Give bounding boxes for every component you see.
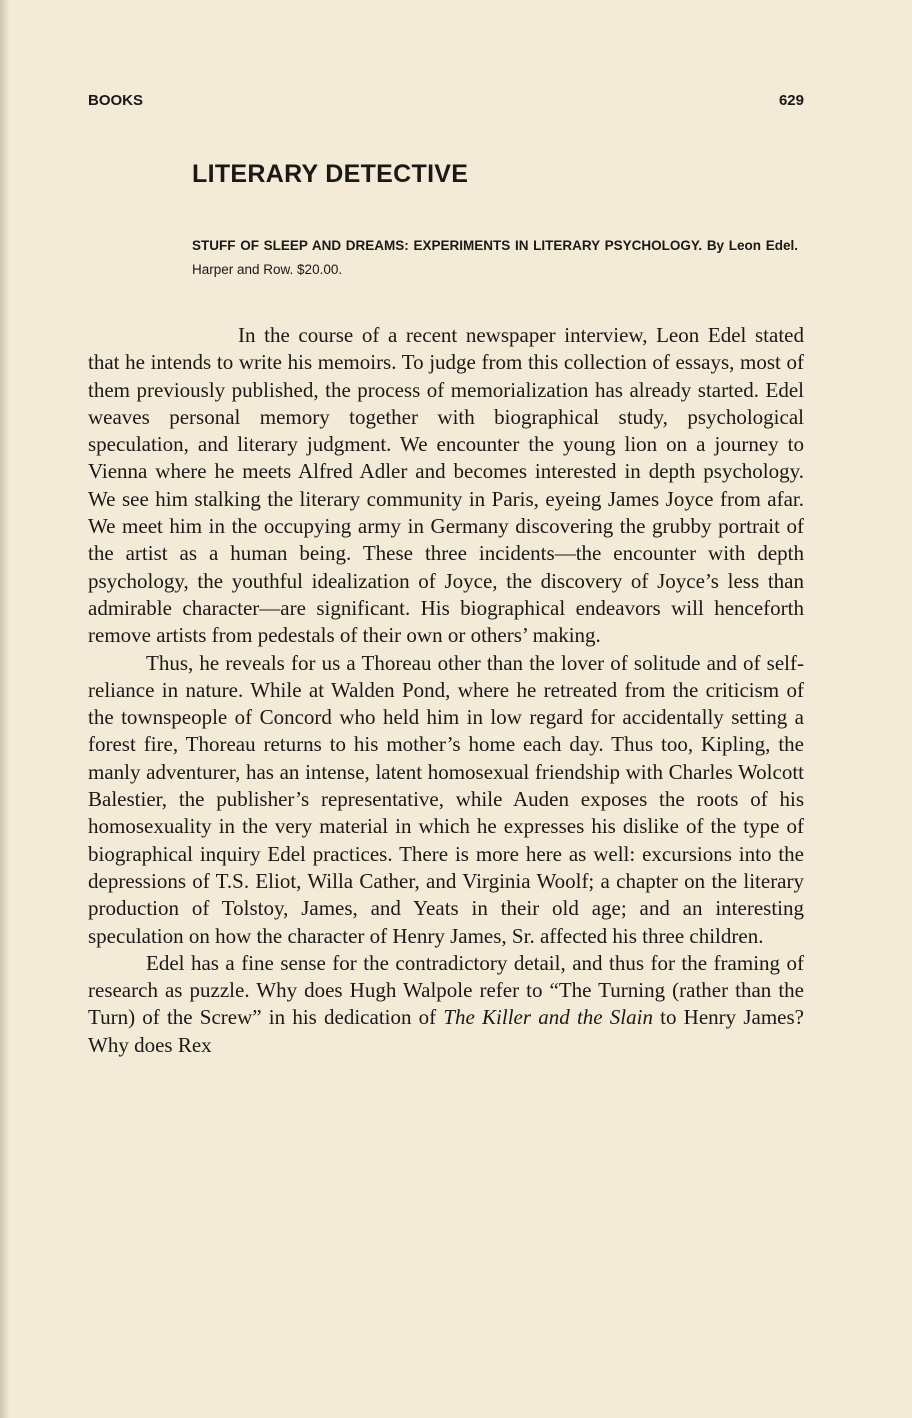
book-page	[88, 0, 804, 1418]
book-citation	[192, 234, 798, 282]
cited-publisher-price: Harper and Row. $20.00.	[192, 262, 343, 277]
paragraph-3-text-after: to Henry James? Why does Rex	[88, 1005, 804, 1057]
body-paragraph-2: Thus, he reveals for us a Thoreau other than the lover of solitude and of self-reliance in nature. While at Walden Pond, where he retreated from the criticism of the townspeople of Concord who held him in low regard for accidentally setting a forest fire, Thoreau returns to his mother’s home each day. Thus too, Kipling, the manly adventurer, has an intense, latent homosexual friendship with Charles Wolcott Balestier, the publisher’s representative, while Auden exposes the roots of his homosexuality in the very material in which he expresses his dislike of the type of biographical inquiry Edel practices. There is more here as well: excursions into the depressions of T.S. Eliot, Willa Cather, and Virginia Woolf; a chapter on the literary production of Tolstoy, James, and Yeats in their old age; and an interesting speculation on how the character of Henry James, Sr. affected his three children.	[88, 650, 804, 948]
body-paragraph-3	[88, 950, 804, 1059]
section-label: BOOKS	[88, 92, 144, 109]
italic-book-title: The Killer and the Slain	[443, 1005, 653, 1030]
article-title: LITERARY DETECTIVE	[192, 160, 469, 188]
cited-book-title: STUFF OF SLEEP AND DREAMS: EXPERIMENTS IN LITERARY PSYCHOLOGY.	[192, 238, 703, 253]
page-gutter-shadow	[0, 0, 10, 1418]
cited-author: By Leon Edel.	[706, 238, 798, 253]
body-paragraph-1: In the course of a recent newspaper interview, Leon Edel stated that he intends to write his memoirs. To judge from this collection of essays, most of them previously published, the process of memorialization has already started. Edel weaves personal memory together with biographical study, psychological speculation, and literary judgment. We encounter the young lion on a journey to Vienna where he meets Alfred Adler and becomes interested in depth psychology. We see him stalking the literary community in Paris, eyeing James Joyce from afar. We meet him in the occupying army in Germany discovering the grubby portrait of the artist as a human being. These three incidents—the encounter with depth psychology, the youthful idealization of Joyce, the discovery of Joyce’s less than admirable character—are significant. His biographical endeavors will henceforth remove artists from pedestals of their own or others’ making.	[88, 323, 804, 648]
article-body	[88, 322, 804, 1059]
running-head	[88, 92, 804, 114]
paragraph-3-text-before: Edel has a fine sense for the contradictory detail, and thus for the framing of research as puzzle. Why does Hugh Walpole refer to “The Turning (rather than the Turn) of the Screw” in his dedication of	[88, 950, 804, 1030]
page-number: 629	[778, 92, 804, 109]
